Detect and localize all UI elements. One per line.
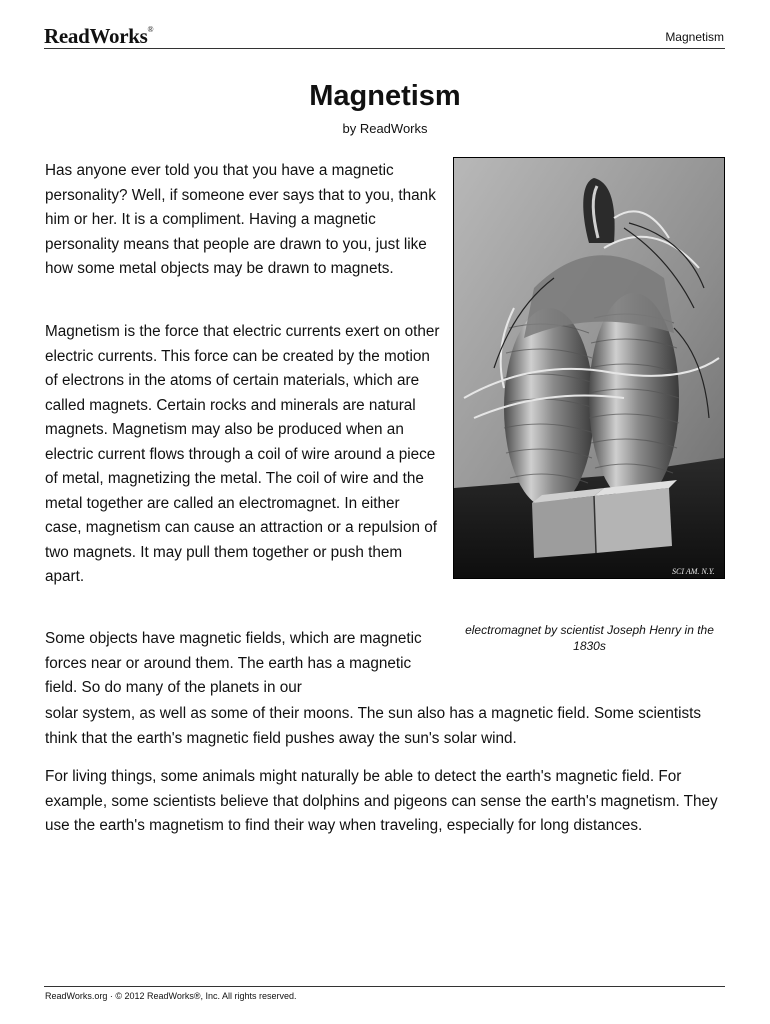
paragraph-3-part-2: solar system, as well as some of their moons. The sun also has a magnetic field. Some scientists think that the earth's magnetic field pushes away the sun's solar wind. bbox=[45, 705, 702, 747]
logo-text: ReadWorks bbox=[44, 24, 148, 48]
electromagnet-photo bbox=[453, 157, 725, 579]
header-divider bbox=[44, 48, 725, 49]
article-title: Magnetism bbox=[309, 80, 461, 112]
engraver-signature: SCI AM. N.Y. bbox=[672, 567, 715, 576]
registered-mark: ® bbox=[147, 25, 154, 34]
footer-copyright: ReadWorks.org · © 2012 ReadWorks®, Inc. All rights reserved. bbox=[45, 991, 297, 1001]
figure-caption: electromagnet by scientist Joseph Henry in the 1830s bbox=[465, 623, 714, 653]
paragraph-3-part-1: Some objects have magnetic fields, which are magnetic forces near or around them. The earth has a magnetic field. So do many of the planets in our bbox=[45, 630, 422, 696]
readworks-logo bbox=[44, 24, 153, 49]
footer-divider bbox=[44, 986, 725, 987]
header-title: Magnetism bbox=[665, 30, 724, 44]
paragraph-1: Has anyone ever told you that you have a magnetic personality? Well, if someone ever says that to you, thank him or her. It is a compliment. Having a magnetic personality means that people are drawn to you, just like how some metal objects may be drawn to magnets. bbox=[45, 162, 436, 277]
article-byline: by ReadWorks bbox=[342, 121, 428, 136]
paragraph-2: Magnetism is the force that electric currents exert on other electric currents. This force can be created by the motion of electrons in the atoms of certain materials, which are called magnets. Certain rocks and minerals are natural magnets. Magnetism may also be produced when an electric current flows through a coil of wire around a piece of metal, magnetizing the metal. The coil of wire and the metal together are called an electromagnet. In either case, magnetism can cause an attraction or a repulsion of two magnets. It may pull them together or push them apart. bbox=[45, 323, 440, 585]
paragraph-4: For living things, some animals might naturally be able to detect the earth's magnetic field. For example, some scientists believe that dolphins and pigeons can sense the earth's magnetism. They use the earth's magnetism to find their way when traveling, especially for long distances. bbox=[45, 768, 718, 834]
